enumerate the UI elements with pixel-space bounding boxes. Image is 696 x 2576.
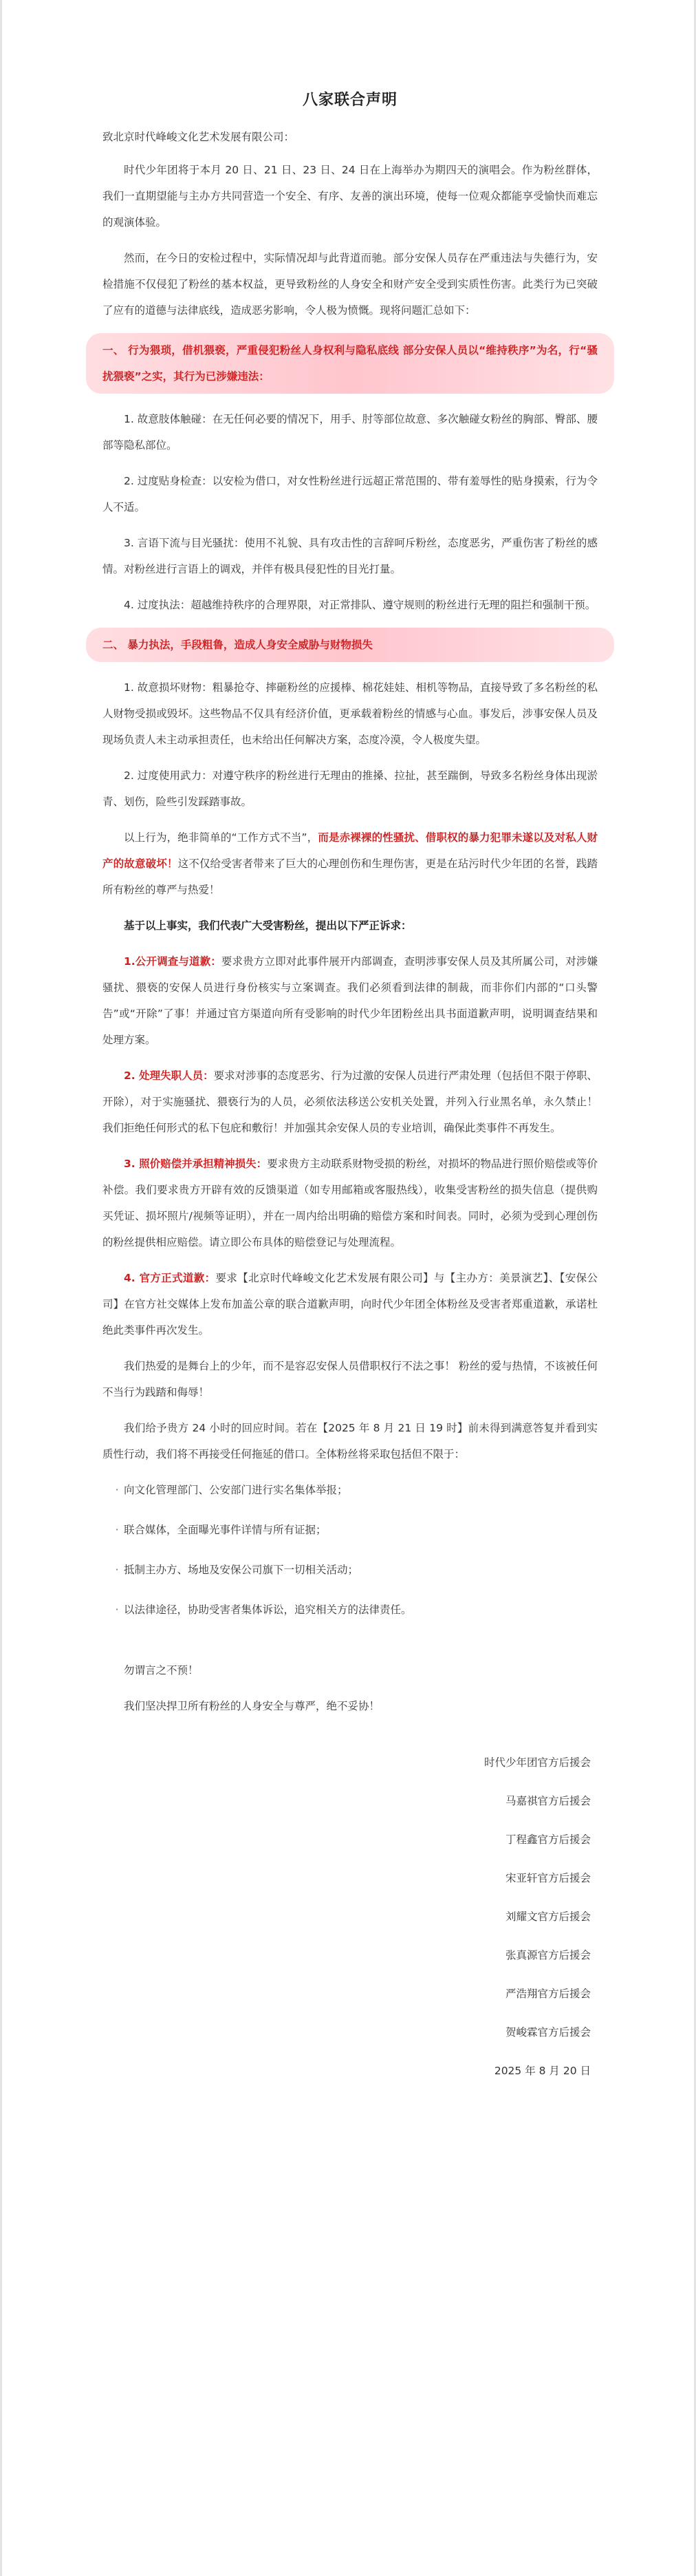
signatory: 贺峻霖官方后援会 [505,2026,591,2039]
final-line: 我们坚决捍卫所有粉丝的人身安全与尊严，绝不妥协！ [124,1700,380,1712]
statement-date: 2025 年 8 月 20 日 [494,2065,591,2077]
section1-heading: 一、 行为猥琐，借机猥亵，严重侵犯粉丝人身权利与隐私底线 部分安保人员以“维持秩序”为名，行“骚扰猥亵”之实，其行为已涉嫌违法： [86,333,614,394]
closing-paragraph: 我们给予贵方 24 小时的回应时间。若在【2025 年 8 月 21 日 19 时】前未得到满意答复并看到实质性行动，我们将不再接受任何拖延的借口。全体粉丝将采取包括但不限于： [102,1422,598,1460]
summary-post: 这不仅给受害者带来了巨大的心理创伤和生理伤害，更是在玷污时代少年团的名誉，践踏所有粉丝的尊严与热爱！ [102,858,598,896]
bullet-dot-icon: · [115,1564,119,1576]
demand-item [102,948,598,1053]
bullet-dot-icon: · [115,1484,119,1496]
section1-item: 3. 言语下流与目光骚扰：使用不礼貌、具有攻击性的言辞呵斥粉丝，态度恶劣，严重伤害了粉丝的感情。对粉丝进行言语上的调戏，并伴有极具侵犯性的目光打量。 [102,537,598,575]
spacer [102,1637,598,1657]
signatory: 马嘉祺官方后援会 [505,1795,591,1807]
final-line: 勿谓言之不预！ [124,1664,199,1676]
closing-paragraph: 我们热爱的是舞台上的少年，而不是容忍安保人员借职权行不法之事！ 粉丝的爱与热情，不该被任何不当行为践踏和侮辱！ [102,1360,598,1398]
demands-intro: 基于以上事实，我们代表广大受害粉丝，提出以下严正诉求： [124,919,412,932]
intro-paragraph: 然而，在今日的安检过程中，实际情况却与此背道而驰。部分安保人员存在严重违法与失德行为，安检措施不仅侵犯了粉丝的基本权益，更导致粉丝的人身安全和财产安全受到实质性伤害。此类行为已突破了应有的道德与法律底线，造成恶劣影响，令人极为愤慨。现将问题汇总如下： [102,252,598,317]
signatory: 张真源官方后援会 [505,1949,591,1961]
addressee: 致北京时代峰峻文化艺术发展有限公司： [102,131,295,143]
signatory: 宋亚轩官方后援会 [505,1872,591,1884]
section2-item: 2. 过度使用武力：对遵守秩序的粉丝进行无理由的推搡、拉扯，甚至踹倒，导致多名粉丝身体出现淤青、划伤，险些引发踩踏事故。 [102,769,598,808]
bullet-dot-icon: · [115,1604,119,1616]
summary-paragraph [102,824,598,903]
action-text: 抵制主办方、场地及安保公司旗下一切相关活动； [124,1564,359,1576]
signatory: 时代少年团官方后援会 [483,1756,591,1769]
action-item [102,1597,598,1623]
signatory: 丁程鑫官方后援会 [505,1833,591,1846]
demand-text: 要求对涉事的态度恶劣、行为过激的安保人员进行严肃处理（包括但不限于停职、开除），对于实施骚扰、猥亵行为的人员，必须依法移送公安机关处置，并列入行业黑名单，永久禁止！我们拒绝任何形式的私下包庇和敷衍！并加强其余安保人员的专业培训，确保此类事件不再发生。 [102,1069,598,1134]
summary-emphasis: 而是赤裸裸的性骚扰、借职权的暴力犯罪未遂以及对私人财产的故意破坏！ [102,831,598,870]
section1-item: 1. 故意肢体触碰：在无任何必要的情况下，用手、肘等部位故意、多次触碰女粉丝的胸部、臀部、腰部等隐私部位。 [102,413,598,451]
demand-heading: 2. 处理失职人员： [124,1069,214,1082]
section2-heading: 二、 暴力执法，手段粗鲁，造成人身安全威胁与财物损失 [86,628,614,662]
action-item [102,1477,598,1503]
signatory: 刘耀文官方后援会 [505,1910,591,1923]
section1-item: 2. 过度贴身检查：以安检为借口，对女性粉丝进行远超正常范围的、带有羞辱性的贴身摸索，行为令人不适。 [102,475,598,513]
action-text: 联合媒体，全面曝光事件详情与所有证据； [124,1524,327,1536]
section2-item: 1. 故意损坏财物：粗暴抢夺、摔砸粉丝的应援棒、棉花娃娃、相机等物品，直接导致了多名粉丝的私人财物受损或毁坏。这些物品不仅具有经济价值，更承载着粉丝的情感与心血。事发后，涉事安保人员及现场负责人未主动承担责任，也未给出任何解决方案，态度冷漠，令人极度失望。 [102,681,598,746]
section1-item: 4. 过度执法：超越维持秩序的合理界限，对正常排队、遵守规则的粉丝进行无理的阻拦和强制干预。 [124,599,596,611]
demand-item [102,1265,598,1343]
signatory: 严浩翔官方后援会 [505,1988,591,2000]
demand-heading: 4. 官方正式道歉： [124,1272,216,1284]
demand-text: 要求贵方立即对此事件展开内部调查，查明涉事安保人员及其所属公司，对涉嫌骚扰、猥亵的安保人员进行身份核实与立案调查。我们必须看到法律的制裁，而非你们内部的“口头警告”或“开除”了事！并通过官方渠道向所有受影响的时代少年团粉丝出具书面道歉声明，说明调查结果和处理方案。 [102,955,598,1046]
demand-text: 要求贵方主动联系财物受损的粉丝，对损坏的物品进行照价赔偿或等价补偿。我们要求贵方开辟有效的反馈渠道（如专用邮箱或客服热线），收集受害粉丝的损失信息（提供购买凭证、损坏照片/视频等证明），并在一周内给出明确的赔偿方案和时间表。同时，必须为受到心理创伤的粉丝提供相应赔偿。请立即公布具体的赔偿登记与处理流程。 [102,1158,598,1248]
demand-item [102,1151,598,1255]
demand-text: 要求【北京时代峰峻文化艺术发展有限公司】与【主办方：美景演艺】、【安保公司】在官方社交媒体上发布加盖公章的联合道歉声明，向时代少年团全体粉丝及受害者郑重道歉，承诺杜绝此类事件再次发生。 [102,1272,598,1337]
intro-paragraph: 时代少年团将于本月 20 日、21 日、23 日、24 日在上海举办为期四天的演唱会。作为粉丝群体，我们一直期望能与主办方共同营造一个安全、有序、友善的演出环境，使每一位观众都能享受愉快而难忘的观演体验。 [102,164,598,228]
page-title: 八家联合声明 [302,92,398,109]
action-text: 以法律途径，协助受害者集体诉讼，追究相关方的法律责任。 [124,1604,412,1616]
summary-pre: 以上行为，绝非简单的“工作方式不当”， [124,831,318,844]
demand-item [102,1063,598,1141]
action-item [102,1557,598,1583]
action-item [102,1517,598,1543]
bullet-dot-icon: · [115,1524,119,1536]
action-text: 向文化管理部门、公安部门进行实名集体举报； [124,1484,348,1496]
statement-body [102,124,598,2096]
demand-heading: 3. 照价赔偿并承担精神损失： [124,1158,268,1170]
spacer [102,1729,598,1749]
demand-heading: 1.公开调查与道歉： [124,955,221,968]
